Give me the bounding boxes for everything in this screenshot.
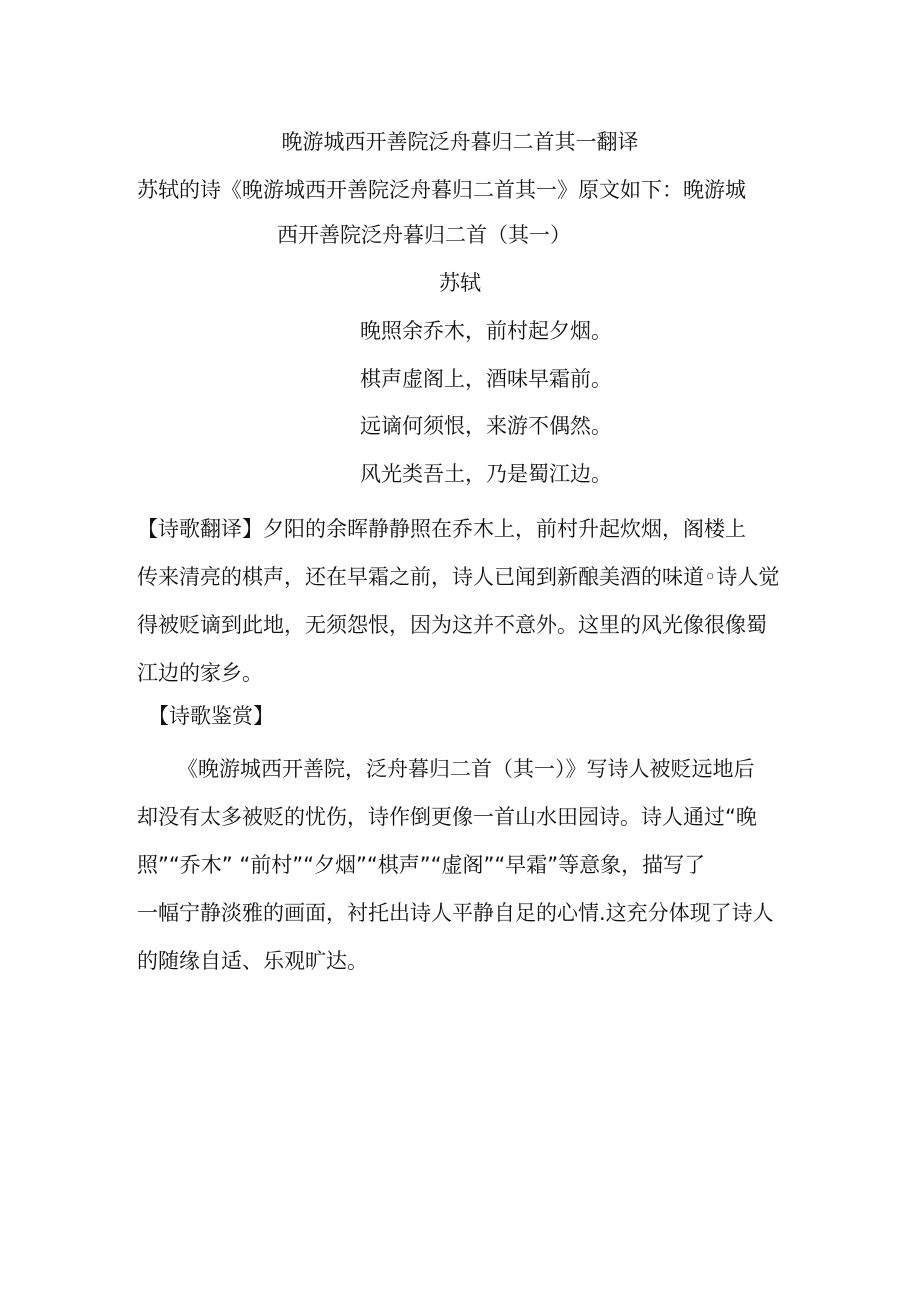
appreciation-line: 的随缘自适、乐观旷达。 [137, 949, 368, 973]
poem-author: 苏轼 [439, 271, 481, 295]
poem-line: 晚照余乔木，前村起夕烟。 [360, 319, 612, 343]
appreciation-line: 《晚游城西开善院，泛舟暮归二首（其一）》写诗人被贬远地后 [177, 757, 755, 781]
intro-line-2: 西开善院泛舟暮归二首（其一） [277, 223, 571, 247]
appreciation-line: 一幅宁静淡雅的画面，衬托出诗人平静自足的心情.这充分体现了诗人 [137, 901, 774, 925]
translation-line: 【诗歌翻译】夕阳的余晖静静照在乔木上，前村升起炊烟，阁楼上 [137, 517, 746, 541]
document-title: 晚游城西开善院泛舟暮归二首其一翻译 [281, 130, 639, 154]
poem-line: 远谪何须恨，来游不偶然。 [360, 414, 612, 438]
poem-line: 棋声虚阁上，酒味早霜前。 [360, 367, 612, 391]
translation-line: 得被贬谪到此地，无须怨恨，因为这并不意外。这里的风光像很像蜀 [137, 613, 767, 637]
appreciation-paragraph [137, 745, 785, 985]
translation-paragraph [137, 505, 785, 697]
appreciation-line: 却没有太多被贬的忧伤，诗作倒更像一首山水田园诗。诗人通过“晚 [137, 805, 757, 829]
poem-line: 风光类吾土，乃是蜀江边。 [360, 462, 612, 486]
translation-line: 传来清亮的棋声，还在早霜之前，诗人已闻到新酿美酒的味道◦诗人觉 [137, 565, 780, 589]
appreciation-line: 照”“乔木” “前村”“夕烟”“棋声”“虚阁”“早霜”等意象，描写了 [137, 853, 706, 877]
intro-line-1: 苏轼的诗《晚游城西开善院泛舟暮归二首其一》原文如下：晚游城 [137, 178, 746, 202]
translation-line: 江边的家乡。 [137, 661, 263, 685]
appreciation-heading: 【诗歌鉴赏】 [148, 704, 274, 728]
